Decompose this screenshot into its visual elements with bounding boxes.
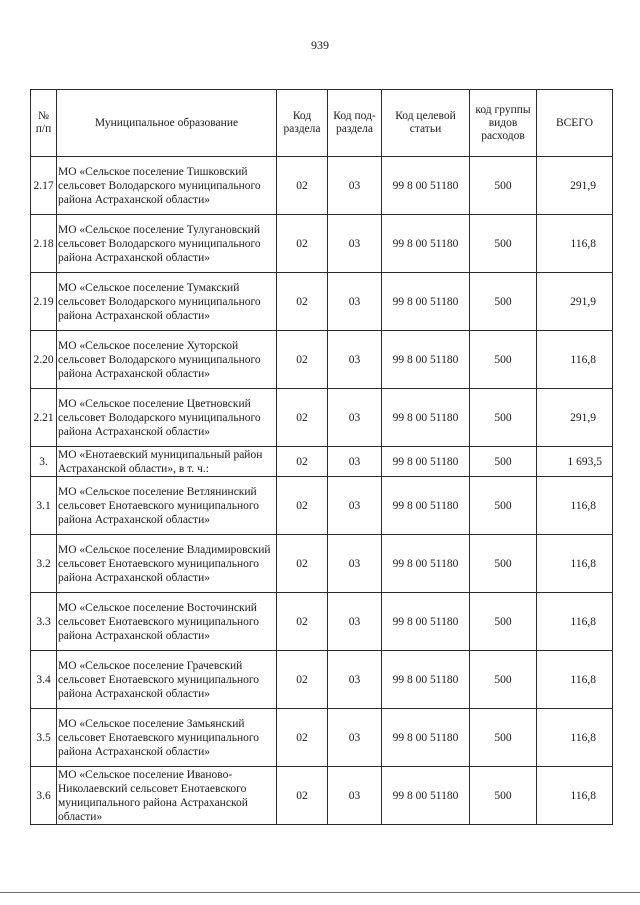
cell-group-code: 500 [470, 477, 537, 535]
cell-municipality: МО «Сельское поселение Замьянский сельсовет Енотаевского муниципального района Астраханской области» [57, 709, 277, 767]
table-row [31, 447, 613, 477]
cell-target-code: 99 8 00 51180 [382, 447, 470, 477]
cell-total: 291,9 [537, 157, 613, 215]
cell-municipality: МО «Сельское поселение Ветлянинский сельсовет Енотаевского муниципального района Астраханской области» [57, 477, 277, 535]
cell-target-code: 99 8 00 51180 [382, 651, 470, 709]
cell-municipality: МО «Сельское поселение Тулугановский сельсовет Володарского муниципального района Астраханской области» [57, 215, 277, 273]
cell-total: 116,8 [537, 215, 613, 273]
cell-num: 3. [31, 447, 57, 477]
cell-total: 116,8 [537, 767, 613, 825]
cell-num: 2.19 [31, 273, 57, 331]
cell-municipality: МО «Сельское поселение Грачевский сельсовет Енотаевского муниципального района Астраханской области» [57, 651, 277, 709]
header-target: Код целевой статьи [382, 90, 470, 157]
cell-section-code: 02 [277, 331, 328, 389]
cell-municipality: МО «Сельское поселение Тишковский сельсовет Володарского муниципального района Астраханской области» [57, 157, 277, 215]
header-subsection: Код под-раздела [328, 90, 382, 157]
cell-section-code: 02 [277, 477, 328, 535]
cell-total: 116,8 [537, 593, 613, 651]
cell-total: 116,8 [537, 535, 613, 593]
cell-num: 3.6 [31, 767, 57, 825]
cell-section-code: 02 [277, 215, 328, 273]
cell-total: 116,8 [537, 651, 613, 709]
header-num: № п/п [31, 90, 57, 157]
table-body [31, 157, 613, 825]
cell-section-code: 02 [277, 767, 328, 825]
cell-num: 2.21 [31, 389, 57, 447]
table-row [31, 709, 613, 767]
cell-municipality: МО «Сельское поселение Тумакский сельсовет Володарского муниципального района Астраханской области» [57, 273, 277, 331]
cell-total: 291,9 [537, 389, 613, 447]
budget-table [30, 89, 613, 825]
table-row [31, 535, 613, 593]
cell-subsection-code: 03 [328, 709, 382, 767]
cell-section-code: 02 [277, 273, 328, 331]
cell-total: 116,8 [537, 331, 613, 389]
cell-section-code: 02 [277, 535, 328, 593]
cell-target-code: 99 8 00 51180 [382, 767, 470, 825]
cell-num: 3.2 [31, 535, 57, 593]
cell-num: 3.5 [31, 709, 57, 767]
cell-num: 3.3 [31, 593, 57, 651]
cell-target-code: 99 8 00 51180 [382, 157, 470, 215]
cell-section-code: 02 [277, 447, 328, 477]
header-section: Код раздела [277, 90, 328, 157]
cell-subsection-code: 03 [328, 389, 382, 447]
table-row [31, 331, 613, 389]
cell-subsection-code: 03 [328, 767, 382, 825]
cell-target-code: 99 8 00 51180 [382, 215, 470, 273]
table-header-row [31, 90, 613, 157]
cell-total: 116,8 [537, 477, 613, 535]
cell-group-code: 500 [470, 651, 537, 709]
cell-num: 3.4 [31, 651, 57, 709]
table-row [31, 477, 613, 535]
cell-group-code: 500 [470, 215, 537, 273]
cell-num: 2.20 [31, 331, 57, 389]
cell-subsection-code: 03 [328, 157, 382, 215]
header-total: ВСЕГО [537, 90, 613, 157]
cell-subsection-code: 03 [328, 477, 382, 535]
cell-subsection-code: 03 [328, 215, 382, 273]
table-row [31, 767, 613, 825]
cell-municipality: МО «Енотаевский муниципальный район Астраханской области», в т. ч.: [57, 447, 277, 477]
cell-total: 116,8 [537, 709, 613, 767]
table-row [31, 651, 613, 709]
cell-group-code: 500 [470, 535, 537, 593]
cell-total: 291,9 [537, 273, 613, 331]
cell-target-code: 99 8 00 51180 [382, 331, 470, 389]
cell-municipality: МО «Сельское поселение Восточинский сельсовет Енотаевского муниципального района Астраханской области» [57, 593, 277, 651]
cell-target-code: 99 8 00 51180 [382, 273, 470, 331]
header-name: Муниципальное образование [57, 90, 277, 157]
cell-section-code: 02 [277, 157, 328, 215]
cell-section-code: 02 [277, 651, 328, 709]
cell-section-code: 02 [277, 709, 328, 767]
cell-municipality: МО «Сельское поселение Иваново-Николаевский сельсовет Енотаевского муниципального района Астраханской области» [57, 767, 277, 825]
cell-group-code: 500 [470, 157, 537, 215]
cell-group-code: 500 [470, 767, 537, 825]
cell-total: 1 693,5 [537, 447, 613, 477]
cell-group-code: 500 [470, 593, 537, 651]
table-row [31, 215, 613, 273]
cell-subsection-code: 03 [328, 535, 382, 593]
header-group: код группы видов расходов [470, 90, 537, 157]
cell-section-code: 02 [277, 593, 328, 651]
cell-group-code: 500 [470, 331, 537, 389]
cell-num: 2.17 [31, 157, 57, 215]
cell-num: 2.18 [31, 215, 57, 273]
cell-municipality: МО «Сельское поселение Владимировский сельсовет Енотаевского муниципального района Астраханской области» [57, 535, 277, 593]
cell-group-code: 500 [470, 273, 537, 331]
cell-subsection-code: 03 [328, 447, 382, 477]
table-row [31, 593, 613, 651]
cell-section-code: 02 [277, 389, 328, 447]
table-row [31, 273, 613, 331]
cell-target-code: 99 8 00 51180 [382, 709, 470, 767]
cell-group-code: 500 [470, 447, 537, 477]
cell-target-code: 99 8 00 51180 [382, 389, 470, 447]
cell-subsection-code: 03 [328, 593, 382, 651]
cell-target-code: 99 8 00 51180 [382, 477, 470, 535]
cell-subsection-code: 03 [328, 651, 382, 709]
page-bottom-rule [0, 892, 640, 893]
cell-group-code: 500 [470, 389, 537, 447]
cell-subsection-code: 03 [328, 331, 382, 389]
cell-municipality: МО «Сельское поселение Хуторской сельсовет Володарского муниципального района Астраханской области» [57, 331, 277, 389]
cell-subsection-code: 03 [328, 273, 382, 331]
cell-municipality: МО «Сельское поселение Цветновский сельсовет Володарского муниципального района Астраханской области» [57, 389, 277, 447]
page-number: 939 [311, 38, 329, 52]
table-row [31, 157, 613, 215]
cell-num: 3.1 [31, 477, 57, 535]
cell-group-code: 500 [470, 709, 537, 767]
table-row [31, 389, 613, 447]
cell-target-code: 99 8 00 51180 [382, 535, 470, 593]
cell-target-code: 99 8 00 51180 [382, 593, 470, 651]
